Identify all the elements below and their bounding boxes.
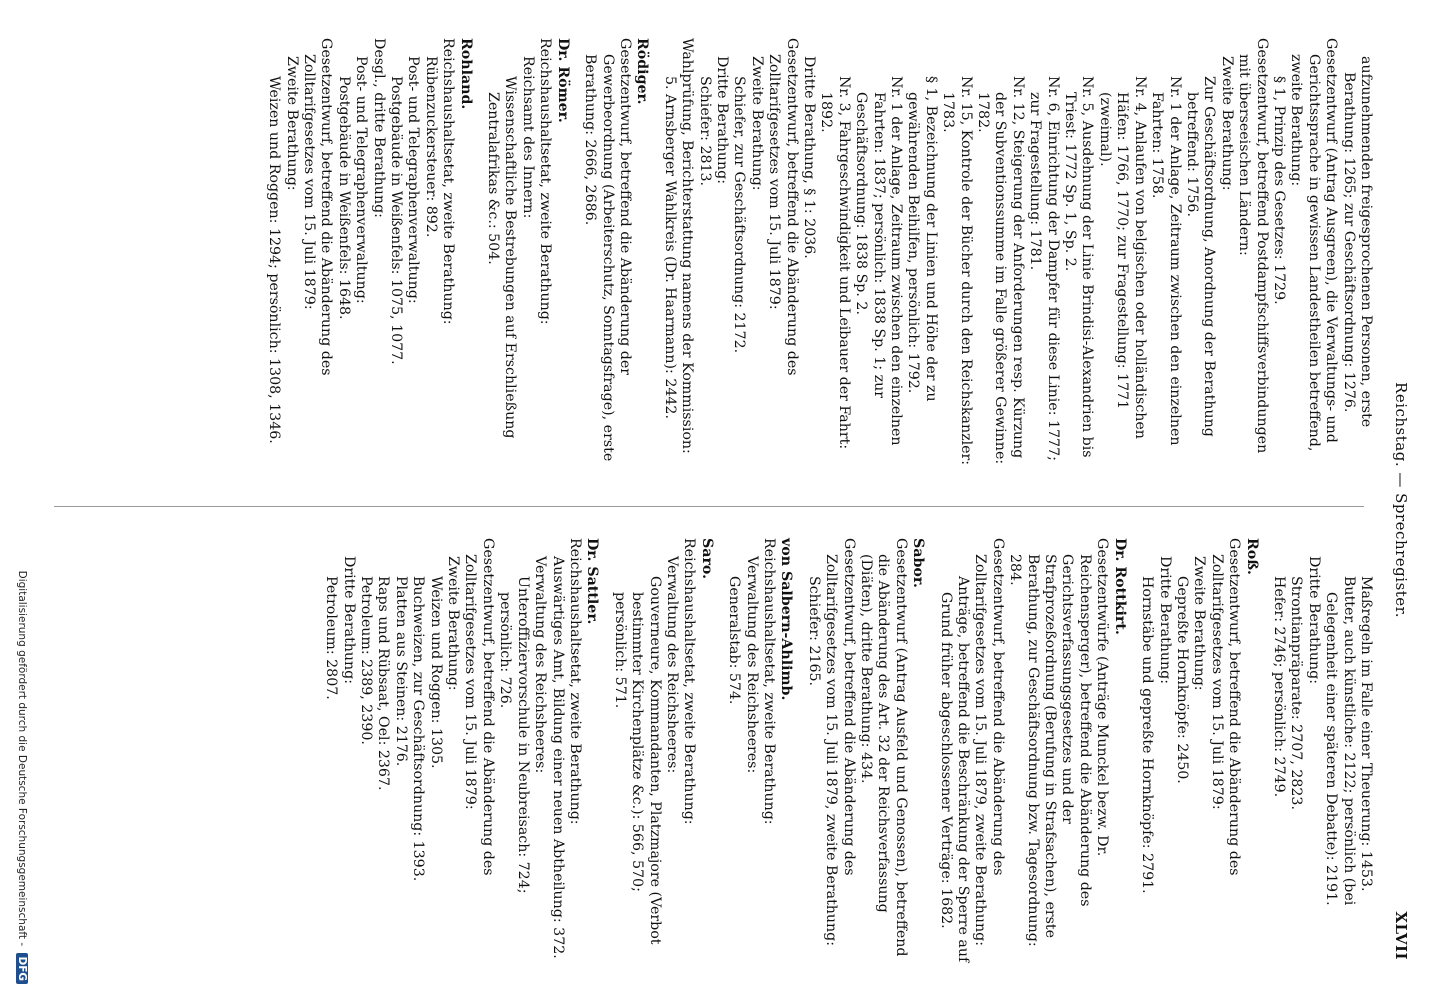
register-entry: Gesetzentwurf, betreffend die Abänderung des Zolltarifgesetzes vom 15. Juli 1879, zweite Berathung:: [972, 538, 1006, 947]
register-entry: Dritte Berathung:: [1156, 556, 1173, 685]
register-entry: Gesetzentwurf, betreffend Postdampfschiffsverbindungen mit überseeischen Ländern:: [1236, 38, 1270, 454]
register-entry: Unteroffiziervorschule in Neubreisach: 724; persönlich: 726.: [497, 576, 531, 894]
register-entry: Gesetzentwurf, betreffend die Abänderung des Zolltarifgesetzes vom 15. Juli 1879:: [462, 538, 496, 876]
speaker-name: Dr. Römer.: [554, 38, 571, 123]
digitization-credit: [16, 0, 28, 1000]
register-entry: Schiefer: 2165.: [805, 576, 822, 687]
register-entry: Zweite Berathung:: [1191, 556, 1208, 691]
register-entry: Gepreßte Hornknöpfe: 2450.: [1173, 576, 1190, 784]
register-entry: Strontianpräparate: 2707, 2823.: [1288, 576, 1305, 810]
register-entry: Zweite Berathung:: [283, 56, 300, 191]
speaker-name: Saro.: [698, 538, 715, 580]
register-entry: Butter, auch künstliche: 2122; persönlich (bei Gelegenheit einer späteren Debatte): 2191.: [1323, 576, 1357, 906]
register-entry: Desgl., dritte Berathung:: [370, 38, 387, 218]
speaker-name: Rödiger.: [634, 38, 651, 105]
register-entry: Postgebäude in Weißenfels: 1648.: [335, 76, 352, 320]
register-entry: Reichshaushaltsetat, zweite Berathung:: [761, 538, 777, 825]
register-entry: Dritte Berathung, § 1: 2036.: [801, 56, 817, 259]
register-entry: Reichshaushaltsetat, zweite Berathung:: [537, 38, 554, 325]
column-divider: [54, 506, 1364, 507]
speaker-name: von Salbern-Ahlimb.: [778, 538, 795, 701]
page-number: XLVII: [1392, 911, 1410, 960]
register-entry: Zweite Berathung:: [748, 56, 765, 191]
register-entry: Nr. 6, Einrichtung der Dampfer für diese Linie: 1777; zur Fragestellung: 1781.: [1027, 76, 1061, 461]
register-entry: Dritte Berathung:: [1305, 556, 1322, 685]
register-entry: Nr. 4, Anlaufen von belgischen oder holländischen Häfen: 1766, 1770; zur Fragestellung: 1771 (zweimal).: [1096, 76, 1148, 439]
register-entry: Platten aus Steinen: 2176.: [392, 576, 409, 767]
register-entry: Zur Geschäftsordnung, Anordnung der Berathung betreffend: 1756.: [1183, 76, 1218, 437]
register-entry: Gouverneure, Kommandanten, Platzmajore (Verbot bestimmter Kirchenplätze &c.): 566, 570; persönlich: 571.: [611, 576, 663, 945]
register-entry: Schiefer: 2813.: [696, 76, 713, 187]
register-entry: Hornstäbe und gepreßte Hornknöpfe: 2791.: [1139, 576, 1156, 894]
register-entry: Buchweizen, zur Geschäftsordnung: 1393.: [410, 576, 427, 882]
speaker-name: Sabor.: [910, 538, 927, 588]
register-entry: Verwaltung des Reichsheeres:: [532, 556, 549, 774]
register-entry: Nr. 5, Ausdehnung der Linie Brindisi-Alexandrien bis Triest: 1772 Sp. 1, Sp. 2.: [1062, 76, 1096, 458]
register-entry: Gesetzentwurf, betreffend die Abänderung des Zolltarifgesetzes vom 15. Juli 1879:: [1208, 538, 1243, 876]
register-entry: Nr. 12, Steigerung der Anforderungen resp. Kürzung der Subventionssumme im Falle größerer Gewinne: 1782.: [975, 76, 1026, 465]
register-entry: Gesetzentwurf, betreffend die Abänderung des Zolltarifgesetzes vom 15. Juli 1879:: [301, 38, 335, 376]
register-entry: Zweite Berathung:: [1218, 56, 1235, 191]
register-entry: Generalstab: 574.: [726, 576, 743, 705]
speaker-name: Rohland.: [457, 38, 474, 110]
register-entry: 5. Arnsberger Wahlkreis (Dr. Haarmann): 2442.: [661, 76, 678, 419]
register-entry: Nr. 15, Kontrole der Bücher durch den Reichskanzler: 1783.: [940, 76, 974, 466]
register-entry: Wahlprüfung, Berichterstattung namens der Kommission:: [679, 38, 696, 454]
register-entry: Raps und Rübsaat, Oel: 2367.: [375, 576, 392, 791]
register-entry: Wissenschaftliche Bestrebungen auf Erschließung Zentralafrikas &c.: 504.: [485, 76, 519, 439]
register-entry: Dritte Berathung:: [340, 556, 357, 685]
credit-text: Digitalisierung gefördert durch die Deutsche Forschungsgemeinschaft -: [16, 570, 28, 947]
register-entry: Auswärtiges Amt, Bildung einer neuen Abtheilung: 372.: [549, 556, 566, 959]
running-header: [1384, 40, 1410, 960]
register-entry: Anträge, betreffend die Beschränkung der Sperre auf Grund früher abgeschlossener Verträge: 1682.: [937, 576, 972, 963]
register-entry: Petroleum: 2807.: [323, 576, 340, 700]
right-column: [322, 538, 1374, 974]
register-entry: Reichshaushaltsetat, zweite Berathung:: [566, 538, 583, 825]
register-entry: Gesetzentwurf, betreffend die Abänderung des Zolltarifgesetzes vom 15. Juli 1879, zweite Berathung:: [823, 538, 857, 947]
register-entry: Petroleum: 2389, 2390.: [358, 576, 375, 745]
register-entry: Maßregeln im Falle einer Theuerung: 1453.: [1358, 576, 1374, 892]
register-entry: Weizen und Roggen: 1294; persönlich: 1308, 1346.: [266, 76, 283, 444]
register-entry: Gesetzentwurf, betreffend die Abänderung der Gewerbeordnung (Arbeiterschutz, Sonntagsfrage), erste Berathung: 2666, 2686.: [582, 38, 633, 462]
register-entry: Zweite Berathung:: [445, 556, 462, 691]
register-entry: Postgebäude in Weißenfels: 1075, 1077.: [388, 76, 405, 365]
speaker-name: Dr. Rottkirt.: [1111, 538, 1128, 635]
register-entry: Rübenzuckersteuer: 892.: [422, 56, 439, 238]
register-entry: Reichshaushaltsetat, zweite Berathung:: [440, 38, 457, 325]
register-columns: [34, 38, 1374, 974]
page-title: Reichstag. — Sprechregister.: [1392, 382, 1410, 618]
register-entry: Weizen und Roggen: 1305.: [427, 576, 444, 769]
register-entry: Reichshaushaltsetat, zweite Berathung:: [681, 538, 698, 825]
register-entry: aufzunehmenden freigesprochenen Personen, erste Berathung: 1265; zur Geschäftsordnung: 1276.: [1340, 56, 1374, 428]
speaker-name: Roß.: [1243, 538, 1260, 575]
register-entry: Dritte Berathung:: [713, 56, 730, 185]
register-entry: Hefer: 2746; persönlich: 2749.: [1270, 576, 1287, 798]
register-entry: Nr. 1 der Anlage, Zeitraum zwischen den einzelnen Fahrten: 1758.: [1149, 76, 1183, 446]
register-entry: Verwaltung des Reichsheeres:: [743, 556, 760, 774]
register-entry: Gesetzentwurf (Antrag Ausfeld und Genossen), betreffend die Abänderung des Art. 32 der Reichsverfassung (Diäten), dritte Berathung: 434.: [858, 538, 909, 957]
register-entry: § 1, Bezeichnung der Linien und Höhe der zu gewährenden Beihilfen, persönlich: 1792.: [905, 76, 939, 402]
dfg-logo: DFG: [16, 953, 28, 984]
left-column: [265, 38, 1374, 474]
register-entry: Gesetzentwurf (Antrag Ausgreen), die Verwaltungs- und Gerichtssprache in gewissen Landestheilen betreffend, zweite Berathung:: [1288, 38, 1340, 452]
register-entry: Gesetzentwürfe (Anträge Munckel bezw. Dr. Reichensperger), betreffend die Abänderung des Gerichtsverfassungsgesetzes und der Strafprozeßordnung (Berufung in Strafsachen), erste Berathung, zur Geschäftsordnung bzw. Tagesordnung: 284.: [1007, 538, 1111, 947]
speaker-name: Dr. Sattler.: [584, 538, 601, 625]
register-entry: § 1, Prinzip des Gesetzes: 1729.: [1270, 76, 1287, 305]
register-entry: Nr. 1 der Anlage, Zeitraum zwischen den einzelnen Fahrten: 1837; persönlich: 1838 Sp. 1; zur Geschäftsordnung: 1838 Sp. 2.: [853, 76, 905, 446]
register-entry: Post- und Telegraphenverwaltung:: [353, 56, 370, 304]
register-entry: Nr. 3, Fahrgeschwindigkeit und Leibauer der Fahrt: 1892.: [818, 76, 852, 450]
register-entry: Post- und Telegraphenverwaltung:: [405, 56, 422, 304]
register-entry: Verwaltung des Reichsheeres:: [663, 556, 680, 774]
register-entry: Schiefer, zur Geschäftsordnung: 2172.: [731, 76, 748, 354]
register-entry: Reichsamt des Innern:: [519, 56, 536, 219]
register-entry: Gesetzentwurf, betreffend die Abänderung des Zolltarifgesetzes vom 15. Juli 1879:: [766, 38, 800, 376]
